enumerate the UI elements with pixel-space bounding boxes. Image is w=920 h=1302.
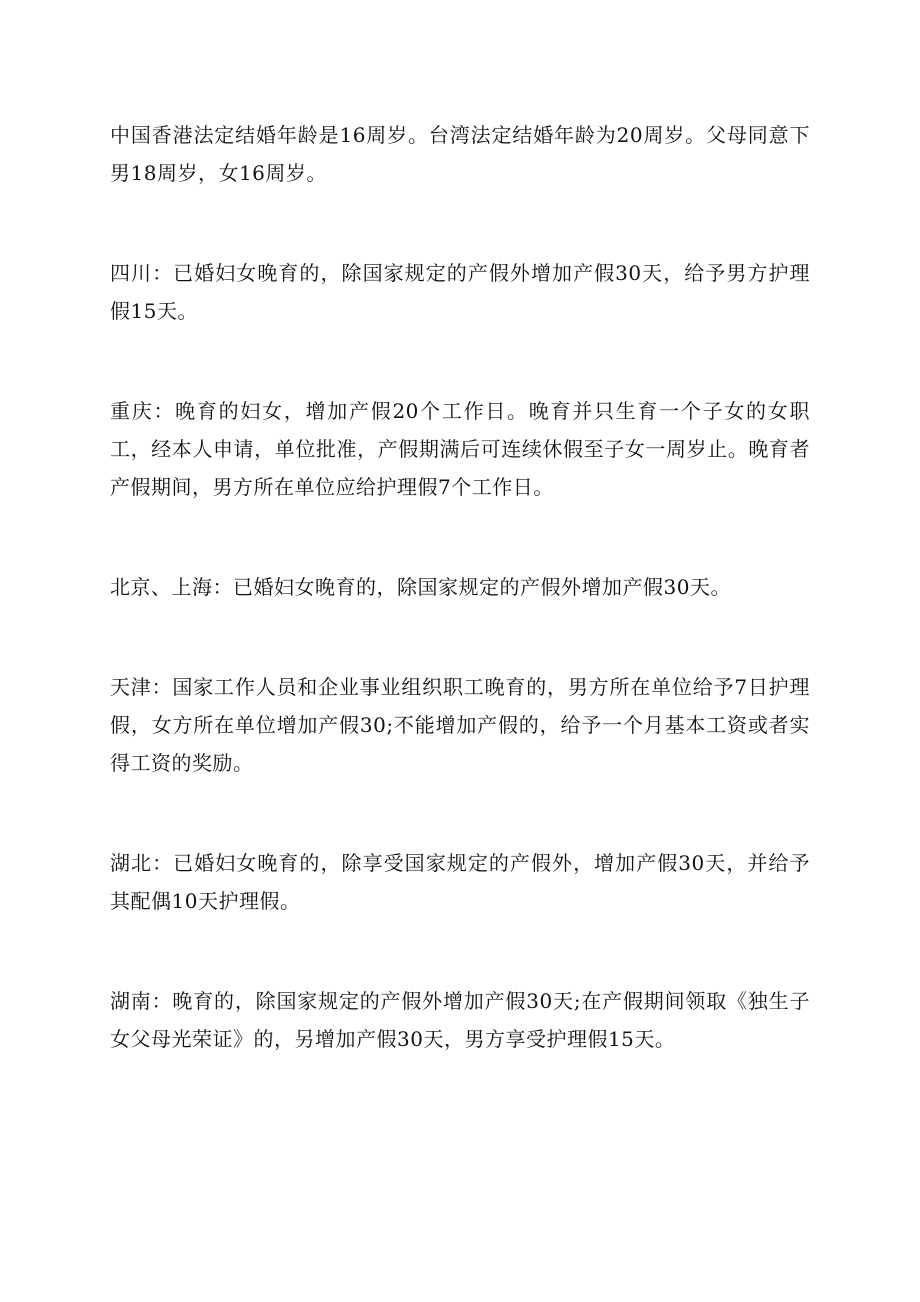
paragraph-sichuan: 四川：已婚妇女晚育的，除国家规定的产假外增加产假30天，给予男方护理假15天。 <box>110 261 810 323</box>
paragraph-hubei: 湖北：已婚妇女晚育的，除享受国家规定的产假外，增加产假30天，并给予其配偶10天护理假。 <box>110 851 810 913</box>
paragraph-hunan: 湖南：晚育的，除国家规定的产假外增加产假30天;在产假期间领取《独生子女父母光荣证》的，另增加产假30天，男方享受护理假15天。 <box>110 989 810 1051</box>
document-body <box>110 116 810 1120</box>
paragraph-beijing-shanghai: 北京、上海：已婚妇女晚育的，除国家规定的产假外增加产假30天。 <box>110 575 731 599</box>
paragraph-hongkong-taiwan: 中国香港法定结婚年龄是16周岁。台湾法定结婚年龄为20周岁。父母同意下男18周岁，女16周岁。 <box>110 123 810 185</box>
paragraph-chongqing: 重庆：晚育的妇女，增加产假20个工作日。晚育并只生育一个子女的女职工，经本人申请，单位批准，产假期满后可连续休假至子女一周岁止。晚育者产假期间，男方所在单位应给护理假7个工作日。 <box>110 399 810 499</box>
paragraph-tianjin: 天津：国家工作人员和企业事业组织职工晚育的，男方所在单位给予7日护理假，女方所在单位增加产假30;不能增加产假的，给予一个月基本工资或者实得工资的奖励。 <box>110 675 810 775</box>
